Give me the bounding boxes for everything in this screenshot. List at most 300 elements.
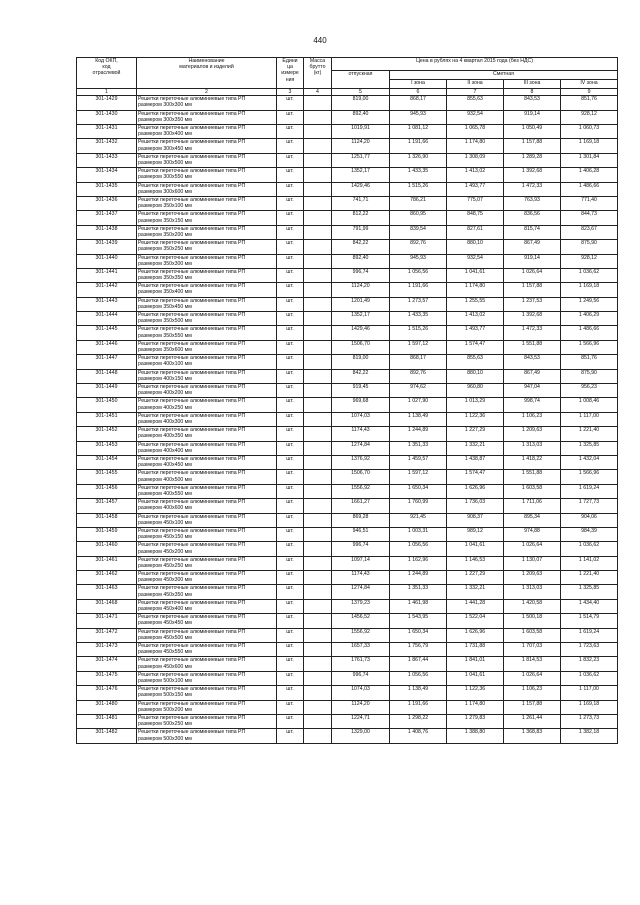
row-name xyxy=(137,398,277,412)
row-zone4-price: 771,40 xyxy=(561,196,618,210)
row-name xyxy=(137,513,277,527)
row-code: 301-1473 xyxy=(77,643,137,657)
row-mass xyxy=(304,139,332,153)
row-name xyxy=(137,268,277,282)
row-release-price: 1074,03 xyxy=(332,412,390,426)
row-zone2-price: 1 626,96 xyxy=(447,628,504,642)
row-name xyxy=(137,326,277,340)
row-unit: шт. xyxy=(277,614,304,628)
column-number: 6 xyxy=(390,89,447,96)
row-zone2-price: 1 626,96 xyxy=(447,484,504,498)
row-code: 301-1434 xyxy=(77,168,137,182)
row-zone2-price: 989,12 xyxy=(447,527,504,541)
row-code: 301-1472 xyxy=(77,628,137,642)
row-release-price: 1376,92 xyxy=(332,455,390,469)
row-mass xyxy=(304,96,332,110)
table-row xyxy=(77,240,618,254)
row-zone3-price: 1 392,68 xyxy=(504,312,561,326)
row-zone1-price: 1 756,79 xyxy=(390,643,447,657)
table-row xyxy=(77,657,618,671)
row-unit: шт. xyxy=(277,556,304,570)
row-name-line2: размером 300х500 мм xyxy=(138,159,192,166)
row-code: 301-1457 xyxy=(77,499,137,513)
row-code: 301-1441 xyxy=(77,268,137,282)
row-unit: шт. xyxy=(277,499,304,513)
header-release: отпускная xyxy=(332,71,390,89)
row-zone1-price: 1 650,34 xyxy=(390,628,447,642)
row-mass xyxy=(304,355,332,369)
row-zone3-price: 1 603,58 xyxy=(504,484,561,498)
row-zone4-price: 1 301,84 xyxy=(561,153,618,167)
table-row xyxy=(77,571,618,585)
row-zone3-price: 815,74 xyxy=(504,225,561,239)
row-zone2-price: 827,61 xyxy=(447,225,504,239)
row-zone1-price: 1 191,66 xyxy=(390,700,447,714)
row-mass xyxy=(304,628,332,642)
row-unit: шт. xyxy=(277,384,304,398)
row-zone3-price: 763,93 xyxy=(504,196,561,210)
row-mass xyxy=(304,513,332,527)
row-zone2-price: 1 255,55 xyxy=(447,297,504,311)
row-release-price: 1251,77 xyxy=(332,153,390,167)
row-release-price: 1174,43 xyxy=(332,571,390,585)
row-name-line2: размером 350х450 мм xyxy=(138,303,192,310)
table-row xyxy=(77,427,618,441)
row-zone2-price: 932,54 xyxy=(447,254,504,268)
row-zone3-price: 1 289,28 xyxy=(504,153,561,167)
row-zone1-price: 1 191,66 xyxy=(390,139,447,153)
row-name xyxy=(137,527,277,541)
row-name-line2: размером 400х150 мм xyxy=(138,375,192,382)
row-unit: шт. xyxy=(277,326,304,340)
row-code: 301-1445 xyxy=(77,326,137,340)
row-release-price: 1124,20 xyxy=(332,283,390,297)
row-mass xyxy=(304,556,332,570)
row-mass xyxy=(304,268,332,282)
row-unit: шт. xyxy=(277,110,304,124)
row-code: 301-1439 xyxy=(77,240,137,254)
row-zone1-price: 1 056,56 xyxy=(390,268,447,282)
row-code: 301-1476 xyxy=(77,686,137,700)
row-name xyxy=(137,384,277,398)
row-zone1-price: 1 081,12 xyxy=(390,124,447,138)
row-zone2-price: 1 332,21 xyxy=(447,585,504,599)
row-code: 301-1458 xyxy=(77,513,137,527)
row-zone3-price: 1 418,22 xyxy=(504,455,561,469)
row-unit: шт. xyxy=(277,139,304,153)
column-number: 3 xyxy=(277,89,304,96)
row-zone1-price: 1 515,26 xyxy=(390,326,447,340)
row-zone1-price: 868,17 xyxy=(390,355,447,369)
row-name-line2: размером 300х400 мм xyxy=(138,131,192,138)
row-zone3-price: 1 106,23 xyxy=(504,412,561,426)
row-code: 301-1475 xyxy=(77,671,137,685)
row-release-price: 1274,84 xyxy=(332,585,390,599)
row-name-line2: размером 400х550 мм xyxy=(138,490,192,497)
row-zone2-price: 1 041,61 xyxy=(447,542,504,556)
row-unit: шт. xyxy=(277,182,304,196)
row-zone3-price: 1 500,18 xyxy=(504,614,561,628)
row-zone4-price: 1 832,23 xyxy=(561,657,618,671)
row-zone2-price: 1 493,77 xyxy=(447,326,504,340)
row-zone2-price: 1 522,04 xyxy=(447,614,504,628)
row-name-line2: размером 400х400 мм xyxy=(138,447,192,454)
row-code: 301-1463 xyxy=(77,585,137,599)
row-release-price: 1429,46 xyxy=(332,182,390,196)
row-name-line2: размером 500х100 мм xyxy=(138,678,192,685)
row-name xyxy=(137,542,277,556)
row-release-price: 1019,91 xyxy=(332,124,390,138)
row-zone3-price: 974,88 xyxy=(504,527,561,541)
row-zone4-price: 1 221,40 xyxy=(561,571,618,585)
row-release-price: 1097,14 xyxy=(332,556,390,570)
row-name-line2: размером 400х500 мм xyxy=(138,476,192,483)
row-unit: шт. xyxy=(277,513,304,527)
row-code: 301-1442 xyxy=(77,283,137,297)
row-zone2-price: 1 731,88 xyxy=(447,643,504,657)
row-code: 301-1474 xyxy=(77,657,137,671)
row-name xyxy=(137,556,277,570)
row-zone1-price: 892,76 xyxy=(390,240,447,254)
table-row xyxy=(77,643,618,657)
row-mass xyxy=(304,225,332,239)
row-release-price: 919,45 xyxy=(332,384,390,398)
row-unit: шт. xyxy=(277,484,304,498)
row-code: 301-1460 xyxy=(77,542,137,556)
row-mass xyxy=(304,470,332,484)
row-zone1-price: 1 162,96 xyxy=(390,556,447,570)
row-unit: шт. xyxy=(277,340,304,354)
row-zone4-price: 1 117,00 xyxy=(561,412,618,426)
row-name xyxy=(137,455,277,469)
row-name-line1: Решетки переточные алюминиевые типа РП xyxy=(138,657,246,664)
row-zone1-price: 868,17 xyxy=(390,96,447,110)
row-name-line2: размером 450х550 мм xyxy=(138,649,192,656)
row-zone2-price: 1 227,29 xyxy=(447,571,504,585)
row-zone4-price: 875,90 xyxy=(561,369,618,383)
header-code: Код ОКП, код отраслевой xyxy=(77,58,137,89)
row-release-price: 892,40 xyxy=(332,110,390,124)
row-zone2-price: 1 174,80 xyxy=(447,139,504,153)
row-zone3-price: 1 106,23 xyxy=(504,686,561,700)
row-release-price: 1352,17 xyxy=(332,168,390,182)
row-zone4-price: 1 036,62 xyxy=(561,542,618,556)
row-release-price: 996,74 xyxy=(332,268,390,282)
row-code: 301-1471 xyxy=(77,614,137,628)
row-name-line1: Решетки переточные алюминиевые типа РП xyxy=(138,268,246,275)
row-name-line1: Решетки переточные алюминиевые типа РП xyxy=(138,168,246,175)
row-mass xyxy=(304,542,332,556)
row-zone1-price: 1 273,57 xyxy=(390,297,447,311)
row-release-price: 996,74 xyxy=(332,671,390,685)
row-name-line1: Решетки переточные алюминиевые типа РП xyxy=(138,542,246,549)
row-release-price: 1379,23 xyxy=(332,599,390,613)
row-zone1-price: 1 138,49 xyxy=(390,412,447,426)
row-mass xyxy=(304,412,332,426)
table-row xyxy=(77,671,618,685)
row-name-line2: размером 400х600 мм xyxy=(138,505,192,512)
column-number: 4 xyxy=(304,89,332,96)
row-name-line2: размером 450х150 мм xyxy=(138,534,192,541)
row-zone2-price: 775,07 xyxy=(447,196,504,210)
row-zone2-price: 848,75 xyxy=(447,211,504,225)
table-row xyxy=(77,628,618,642)
row-name-line2: размером 450х300 мм xyxy=(138,577,192,584)
row-zone4-price: 956,23 xyxy=(561,384,618,398)
row-code: 301-1452 xyxy=(77,427,137,441)
row-name xyxy=(137,110,277,124)
row-zone2-price: 880,10 xyxy=(447,369,504,383)
row-zone2-price: 1 441,28 xyxy=(447,599,504,613)
row-code: 301-1453 xyxy=(77,441,137,455)
row-mass xyxy=(304,527,332,541)
row-zone3-price: 1 261,44 xyxy=(504,715,561,729)
row-name-line1: Решетки переточные алюминиевые типа РП xyxy=(138,513,246,520)
row-name xyxy=(137,686,277,700)
row-zone4-price: 1 273,73 xyxy=(561,715,618,729)
row-release-price: 1124,20 xyxy=(332,139,390,153)
row-mass xyxy=(304,686,332,700)
row-mass xyxy=(304,484,332,498)
row-name-line1: Решетки переточные алюминиевые типа РП xyxy=(138,196,246,203)
row-code: 301-1455 xyxy=(77,470,137,484)
row-name xyxy=(137,211,277,225)
row-name-line2: размером 350х600 мм xyxy=(138,347,192,354)
row-release-price: 819,00 xyxy=(332,96,390,110)
row-mass xyxy=(304,283,332,297)
header-zone-3: III зона xyxy=(504,80,561,89)
row-name-line1: Решетки переточные алюминиевые типа РП xyxy=(138,312,246,319)
row-name xyxy=(137,499,277,513)
table-row xyxy=(77,499,618,513)
row-zone4-price: 1 434,40 xyxy=(561,599,618,613)
row-name-line2: размером 500х250 мм xyxy=(138,721,192,728)
row-zone1-price: 1 597,12 xyxy=(390,470,447,484)
row-code: 301-1482 xyxy=(77,729,137,743)
table-row xyxy=(77,513,618,527)
row-unit: шт. xyxy=(277,297,304,311)
table-row xyxy=(77,715,618,729)
row-zone4-price: 1 486,66 xyxy=(561,182,618,196)
row-unit: шт. xyxy=(277,455,304,469)
row-zone1-price: 1 138,49 xyxy=(390,686,447,700)
row-zone2-price: 1 122,36 xyxy=(447,412,504,426)
row-zone1-price: 1 459,57 xyxy=(390,455,447,469)
row-code: 301-1454 xyxy=(77,455,137,469)
row-name xyxy=(137,715,277,729)
row-zone4-price: 904,06 xyxy=(561,513,618,527)
table-row xyxy=(77,124,618,138)
row-mass xyxy=(304,182,332,196)
row-name-line2: размером 350х400 мм xyxy=(138,289,192,296)
row-code: 301-1446 xyxy=(77,340,137,354)
row-name xyxy=(137,571,277,585)
row-unit: шт. xyxy=(277,211,304,225)
row-name xyxy=(137,614,277,628)
row-zone3-price: 1 237,53 xyxy=(504,297,561,311)
row-zone2-price: 1 413,02 xyxy=(447,168,504,182)
row-name-line1: Решетки переточные алюминиевые типа РП xyxy=(138,700,246,707)
row-name xyxy=(137,254,277,268)
row-name-line2: размером 400х350 мм xyxy=(138,433,192,440)
row-zone1-price: 1 056,56 xyxy=(390,542,447,556)
row-release-price: 1429,46 xyxy=(332,326,390,340)
row-name-line1: Решетки переточные алюминиевые типа РП xyxy=(138,556,246,563)
row-name xyxy=(137,182,277,196)
row-zone3-price: 1 368,83 xyxy=(504,729,561,743)
row-name-line2: размером 500х150 мм xyxy=(138,692,192,699)
row-release-price: 1274,84 xyxy=(332,441,390,455)
table-row xyxy=(77,384,618,398)
row-name xyxy=(137,225,277,239)
row-unit: шт. xyxy=(277,153,304,167)
row-zone4-price: 1 486,66 xyxy=(561,326,618,340)
row-name-line1: Решетки переточные алюминиевые типа РП xyxy=(138,254,246,261)
row-zone4-price: 1 619,24 xyxy=(561,628,618,642)
row-zone1-price: 1 351,33 xyxy=(390,585,447,599)
row-code: 301-1430 xyxy=(77,110,137,124)
row-mass xyxy=(304,211,332,225)
row-name-line2: размером 400х300 мм xyxy=(138,419,192,425)
row-zone4-price: 1 723,63 xyxy=(561,643,618,657)
row-code: 301-1468 xyxy=(77,599,137,613)
row-name-line2: размером 350х550 мм xyxy=(138,332,192,339)
row-unit: шт. xyxy=(277,225,304,239)
row-code: 301-1429 xyxy=(77,96,137,110)
row-name-line1: Решетки переточные алюминиевые типа РП xyxy=(138,441,246,448)
row-zone1-price: 1 650,34 xyxy=(390,484,447,498)
row-zone4-price: 1 036,62 xyxy=(561,671,618,685)
header-name: Наименование материалов и изделий xyxy=(137,58,277,89)
row-unit: шт. xyxy=(277,369,304,383)
row-zone3-price: 843,53 xyxy=(504,96,561,110)
table-row xyxy=(77,369,618,383)
row-name xyxy=(137,599,277,613)
row-code: 301-1444 xyxy=(77,312,137,326)
row-name xyxy=(137,585,277,599)
table-row xyxy=(77,614,618,628)
row-release-price: 1224,71 xyxy=(332,715,390,729)
row-name-line1: Решетки переточные алюминиевые типа РП xyxy=(138,671,246,678)
row-name-line2: размером 300х600 мм xyxy=(138,188,192,195)
row-name-line1: Решетки переточные алюминиевые типа РП xyxy=(138,340,246,347)
row-code: 301-1480 xyxy=(77,700,137,714)
row-zone1-price: 1 027,90 xyxy=(390,398,447,412)
row-name xyxy=(137,657,277,671)
row-zone1-price: 1 056,56 xyxy=(390,671,447,685)
row-mass xyxy=(304,671,332,685)
table-row xyxy=(77,484,618,498)
row-code: 301-1437 xyxy=(77,211,137,225)
row-name xyxy=(137,312,277,326)
table-row xyxy=(77,110,618,124)
row-zone3-price: 1 130,07 xyxy=(504,556,561,570)
row-mass xyxy=(304,599,332,613)
table-row xyxy=(77,340,618,354)
row-zone4-price: 1 514,79 xyxy=(561,614,618,628)
row-name-line2: размером 450х100 мм xyxy=(138,519,192,526)
row-zone3-price: 1 157,88 xyxy=(504,139,561,153)
row-mass xyxy=(304,384,332,398)
table-row xyxy=(77,729,618,743)
row-name xyxy=(137,671,277,685)
row-zone2-price: 1 227,29 xyxy=(447,427,504,441)
row-name-line1: Решетки переточные алюминиевые типа РП xyxy=(138,628,246,635)
row-zone3-price: 919,14 xyxy=(504,254,561,268)
row-name-line1: Решетки переточные алюминиевые типа РП xyxy=(138,297,246,304)
row-zone1-price: 892,76 xyxy=(390,369,447,383)
table-row xyxy=(77,470,618,484)
row-unit: шт. xyxy=(277,643,304,657)
row-name-line1: Решетки переточные алюминиевые типа РП xyxy=(138,571,246,578)
row-zone3-price: 1 313,03 xyxy=(504,441,561,455)
row-name-line2: размером 350х150 мм xyxy=(138,217,192,224)
row-name-line2: размером 300х350 мм xyxy=(138,116,192,123)
row-mass xyxy=(304,614,332,628)
row-zone3-price: 1 157,88 xyxy=(504,700,561,714)
row-release-price: 1506,70 xyxy=(332,340,390,354)
row-mass xyxy=(304,254,332,268)
row-zone1-price: 1 298,22 xyxy=(390,715,447,729)
row-name-line1: Решетки переточные алюминиевые типа РП xyxy=(138,153,246,160)
row-zone4-price: 875,90 xyxy=(561,240,618,254)
header-mass: Масса брутто (кг) xyxy=(304,58,332,89)
row-unit: шт. xyxy=(277,168,304,182)
row-release-price: 741,71 xyxy=(332,196,390,210)
row-zone2-price: 1 174,80 xyxy=(447,283,504,297)
row-zone3-price: 836,56 xyxy=(504,211,561,225)
table-row xyxy=(77,527,618,541)
row-zone4-price: 1 249,56 xyxy=(561,297,618,311)
row-mass xyxy=(304,657,332,671)
row-name xyxy=(137,484,277,498)
row-release-price: 1124,20 xyxy=(332,700,390,714)
row-code: 301-1448 xyxy=(77,369,137,383)
row-zone4-price: 1 619,24 xyxy=(561,484,618,498)
row-release-price: 1556,92 xyxy=(332,628,390,642)
row-name-line1: Решетки переточные алюминиевые типа РП xyxy=(138,369,246,376)
row-zone4-price: 1 406,28 xyxy=(561,168,618,182)
row-mass xyxy=(304,715,332,729)
row-zone1-price: 1 433,35 xyxy=(390,312,447,326)
row-name-line1: Решетки переточные алюминиевые типа РП xyxy=(138,139,246,146)
row-code: 301-1481 xyxy=(77,715,137,729)
row-zone2-price: 1 279,83 xyxy=(447,715,504,729)
row-zone2-price: 908,37 xyxy=(447,513,504,527)
header-zone-4: IV зона xyxy=(561,80,618,89)
row-name-line2: размером 300х550 мм xyxy=(138,174,192,181)
header-price-title: Цена в рублях на 4 квартал 2015 года (без НДС) xyxy=(332,58,618,71)
row-zone3-price: 1 472,33 xyxy=(504,326,561,340)
column-number: 8 xyxy=(504,89,561,96)
row-unit: шт. xyxy=(277,470,304,484)
row-code: 301-1450 xyxy=(77,398,137,412)
row-zone2-price: 960,80 xyxy=(447,384,504,398)
row-zone3-price: 1 026,64 xyxy=(504,268,561,282)
column-numbers-row xyxy=(77,89,618,96)
row-zone2-price: 1 308,09 xyxy=(447,153,504,167)
row-code: 301-1432 xyxy=(77,139,137,153)
row-code: 301-1447 xyxy=(77,355,137,369)
table-row xyxy=(77,700,618,714)
row-zone2-price: 880,10 xyxy=(447,240,504,254)
row-mass xyxy=(304,441,332,455)
row-release-price: 1174,43 xyxy=(332,427,390,441)
column-number: 2 xyxy=(137,89,277,96)
row-release-price: 842,22 xyxy=(332,369,390,383)
row-name-line1: Решетки переточные алюминиевые типа РП xyxy=(138,470,246,477)
row-zone1-price: 1 351,33 xyxy=(390,441,447,455)
